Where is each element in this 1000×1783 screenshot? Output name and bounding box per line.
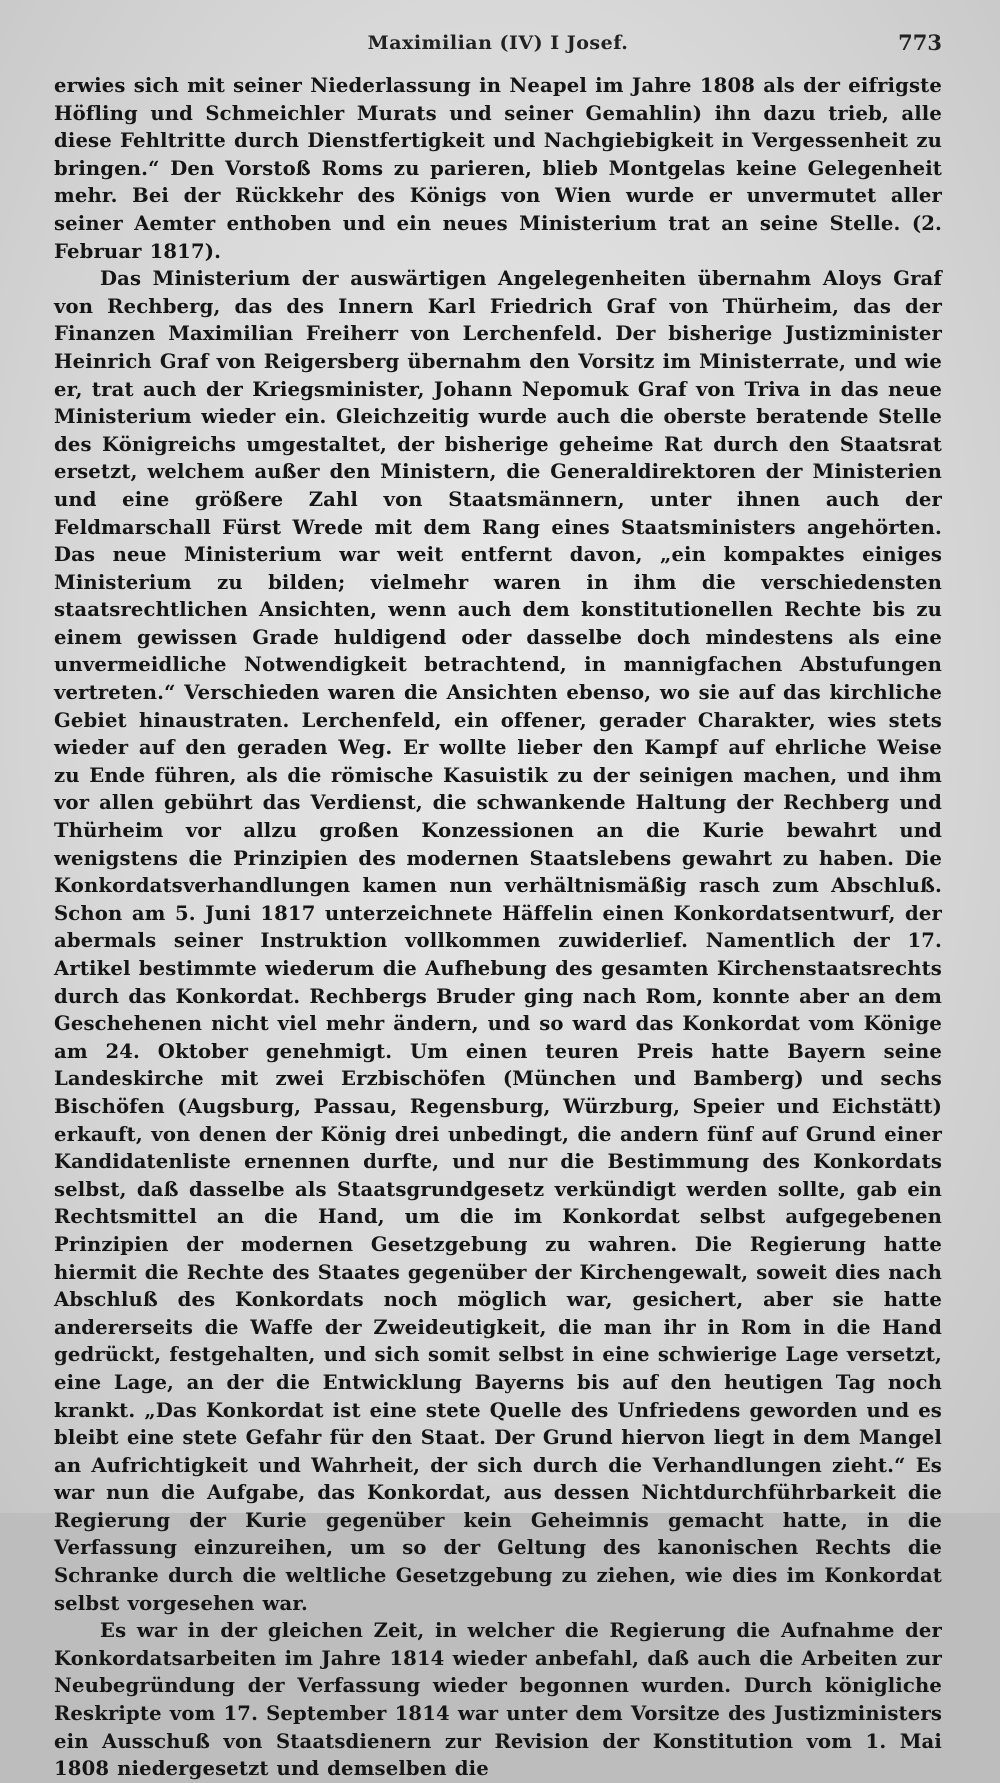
paragraph-constitution: Es war in der gleichen Zeit, in welcher die Regierung die Aufnahme der Konkordatsarbeiten im Jahre 1814 wieder anbefahl, daß auch die Arbeiten zur Neubegründung der Verfassung wieder begonnen wurden. Durch königliche Reskripte vom 17. September 1814 war unter dem Vorsitze des Justizministers ein Ausschuß von Staatsdienern zur Revision der Konstitution vom 1. Mai 1808 niedergesetzt und demselben die [54,1619,942,1781]
running-head [54,26,942,66]
paragraph-continuation: erwies sich mit seiner Niederlassung in Neapel im Jahre 1808 als der eifrigste Höfling und Schmeichler Murats und seiner Gemahlin) ihn dazu trieb, alle diese Fehltritte durch Dienstfertigkeit und Nachgiebigkeit in Vergessenheit zu bringen.“ Den Vorstoß Roms zu parieren, blieb Montgelas keine Gelegenheit mehr. Bei der Rückkehr des Königs von Wien wurde er unvermutet aller seiner Aemter enthoben und ein neues Ministerium trat an seine Stelle. (2. Februar 1817). [54,74,942,263]
body-text [54,72,942,1783]
page-number: 773 [898,30,942,55]
paragraph-ministry: Das Ministerium der auswärtigen Angelegenheiten übernahm Aloys Graf von Rechberg, das des Innern Karl Friedrich Graf von Thürheim, das der Finanzen Maximilian Freiherr von Lerchenfeld. Der bisherige Justizminister Heinrich Graf von Reigersberg übernahm den Vorsitz im Ministerrate, und wie er, trat auch der Kriegsminister, Johann Nepomuk Graf von Triva in das neue Ministerium wieder ein. Gleichzeitig wurde auch die oberste beratende Stelle des Königreichs umgestaltet, der bisherige geheime Rat durch den Staatsrat ersetzt, welchem außer den Ministern, die Generaldirektoren der Ministerien und eine größere Zahl von Staatsmännern, unter ihnen auch der Feldmarschall Fürst Wrede mit dem Rang eines Staatsministers angehörten. Das neue Ministerium war weit entfernt davon, „ein kompaktes einiges Ministerium zu bilden; vielmehr waren in ihm die verschiedensten staatsrechtlichen Ansichten, wenn auch dem konstitutionellen Rechte bis zu einem gewissen Grade huldigend oder dasselbe doch mindestens als eine unvermeidliche Notwendigkeit betrachtend, in mannigfachen Abstufungen vertreten.“ Verschieden waren die Ansichten ebenso, wo sie auf das kirchliche Gebiet hinaustraten. Lerchenfeld, ein offener, gerader Charakter, wies stets wieder auf den geraden Weg. Er wollte lieber den Kampf auf ehrliche Weise zu Ende führen, als die römische Kasuistik zu der seinigen machen, und ihm vor allen gebührt das Verdienst, die schwankende Haltung der Rechberg und Thürheim vor allzu großen Konzessionen an die Kurie bewahrt und wenigstens die Prinzipien des modernen Staatslebens gewahrt zu haben. Die Konkordatsverhandlungen kamen nun verhältnismäßig rasch zum Abschluß. Schon am 5. Juni 1817 unterzeichnete Häffelin einen Konkordatsentwurf, der abermals seiner Instruktion vollkommen zuwiderlief. Namentlich der 17. Artikel bestimmte wiederum die Aufhebung des gesamten Kirchenstaatsrechts durch das Konkordat. Rechbergs Bruder ging nach Rom, konnte aber an dem Geschehenen nicht viel mehr ändern, und so ward das Konkordat vom Könige am 24. Oktober genehmigt. Um einen teuren Preis hatte Bayern seine Landeskirche mit zwei Erzbischöfen (München und Bamberg) und sechs Bischöfen (Augsburg, Passau, Regensburg, Würzburg, Speier und Eichstätt) erkauft, von denen der König drei unbedingt, die andern fünf auf Grund einer Kandidatenliste ernennen durfte, und nur die Bestimmung des Konkordats selbst, daß dasselbe als Staatsgrundgesetz verkündigt werden sollte, gab ein Rechtsmittel an die Hand, um die im Konkordat selbst aufgegebenen Prinzipien der modernen Gesetzgebung zu wahren. Die Regierung hatte hiermit die Rechte des Staates gegenüber der Kirchengewalt, soweit dies nach Abschluß des Konkordats noch möglich war, gesichert, aber sie hatte andererseits die Waffe der Zweideutigkeit, die man ihr in Rom in die Hand gedrückt, festgehalten, und sich somit selbst in eine schwierige Lage versetzt, eine Lage, an der die Entwicklung Bayerns bis auf den heutigen Tag noch krankt. „Das Konkordat ist eine stete Quelle des Unfriedens geworden und es bleibt eine stete Gefahr für den Staat. Der Grund hiervon liegt in dem Mangel an Aufrichtigkeit und Wahrheit, der sich durch die Verhandlungen zieht.“ Es war nun die Aufgabe, das Konkordat, aus dessen Nichtdurchführbarkeit die Regierung der Kurie gegenüber kein Geheimnis gemacht hatte, in die Verfassung einzureihen, um so der Geltung des kanonischen Rechts die Schranke durch die weltliche Gesetzgebung zu ziehen, wie dies im Konkordat selbst vorgesehen war. [54,267,942,1615]
running-title: Maximilian (IV) I Josef. [367,32,629,54]
